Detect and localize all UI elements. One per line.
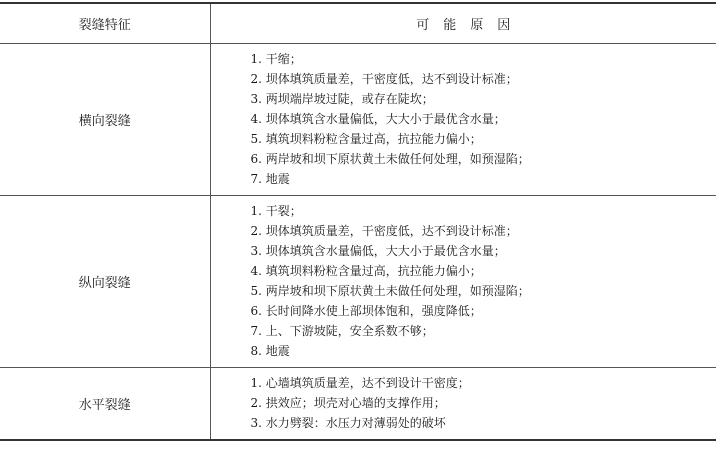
- crack-type-transverse: 横向裂缝: [0, 44, 210, 196]
- header-possible-causes: [210, 3, 716, 44]
- cause-item: 2. 坝体填筑质量差，干密度低，达不到设计标准；: [250, 72, 518, 86]
- cause-item: 4. 坝体填筑含水量偏低，大大小于最优含水量；: [250, 112, 506, 126]
- cause-item: 4. 填筑坝料粉粒含量过高，抗拉能力偏小；: [250, 264, 482, 278]
- cause-item: 2. 拱效应；坝壳对心墙的支撑作用；: [250, 396, 446, 410]
- cause-item: 1. 心墙填筑质量差，达不到设计干密度；: [250, 376, 470, 390]
- header-cause-char: 可: [416, 18, 430, 33]
- header-crack-feature: 裂缝特征: [0, 3, 210, 44]
- cause-item: 3. 两坝端岸坡过陡，或存在陡坎；: [250, 92, 434, 106]
- cause-item: 2. 坝体填筑质量差，干密度低，达不到设计标准；: [250, 224, 518, 238]
- crack-type-horizontal: 水平裂缝: [0, 368, 210, 441]
- cause-list-horizontal: [251, 373, 716, 433]
- cause-list-longitudinal: [251, 201, 716, 361]
- table-row-transverse: [0, 44, 716, 196]
- causes-cell-horizontal: [210, 368, 716, 441]
- cause-item: 1. 干裂；: [250, 204, 302, 218]
- cause-item: 7. 上、下游坡陡，安全系数不够；: [250, 324, 434, 338]
- crack-type-longitudinal: 纵向裂缝: [0, 196, 210, 368]
- table-header-row: [0, 3, 716, 44]
- header-cause-char: 能: [443, 18, 457, 33]
- cause-item: 3. 水力劈裂：水压力对薄弱处的破坏: [250, 416, 446, 430]
- causes-cell-longitudinal: [210, 196, 716, 368]
- table-row-horizontal: [0, 368, 716, 441]
- cause-item: 7. 地震: [250, 172, 290, 186]
- cause-item: 8. 地震: [250, 344, 290, 358]
- cause-item: 1. 干缩；: [250, 52, 302, 66]
- crack-causes-table: [0, 2, 716, 441]
- table-row-longitudinal: [0, 196, 716, 368]
- causes-cell-transverse: [210, 44, 716, 196]
- header-cause-char: 原: [470, 18, 484, 33]
- cause-list-transverse: [251, 49, 716, 189]
- cause-item: 6. 两岸坡和坝下原状黄土未做任何处理，如预湿陷；: [250, 152, 530, 166]
- cause-item: 3. 坝体填筑含水量偏低，大大小于最优含水量；: [250, 244, 506, 258]
- cause-item: 5. 填筑坝料粉粒含量过高，抗拉能力偏小；: [250, 132, 482, 146]
- cause-item: 5. 两岸坡和坝下原状黄土未做任何处理，如预湿陷；: [250, 284, 530, 298]
- header-cause-char: 因: [497, 18, 511, 33]
- cause-item: 6. 长时间降水使上部坝体饱和，强度降低；: [250, 304, 482, 318]
